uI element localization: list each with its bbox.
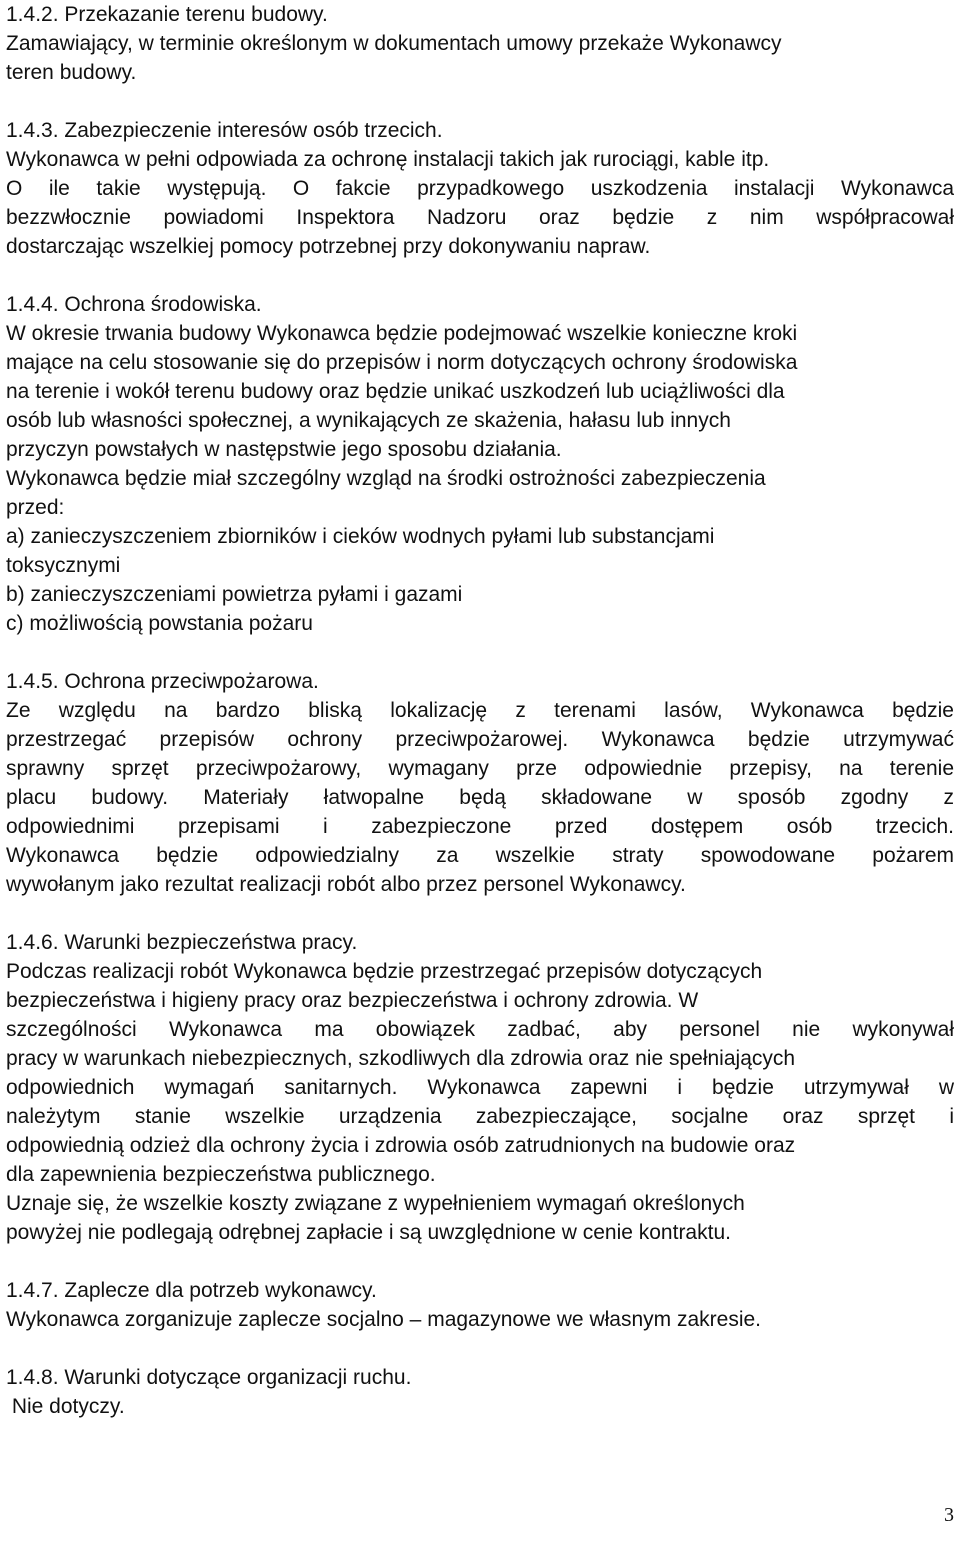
- paragraph-line: W okresie trwania budowy Wykonawca będzie podejmować wszelkie konieczne kroki: [6, 322, 798, 345]
- section-1-4-6: [6, 928, 954, 1247]
- paragraph-line: szczególności Wykonawca ma obowiązek zadbać, aby personel nie wykonywał: [6, 1018, 954, 1041]
- section-spacer: [6, 899, 954, 928]
- paragraph-line: Wykonawca będzie odpowiedzialny za wszelkie straty spowodowane pożarem: [6, 844, 954, 867]
- paragraph-line: Wykonawca zorganizuje zaplecze socjalno – magazynowe we własnym zakresie.: [6, 1308, 761, 1331]
- section-1-4-3: [6, 116, 954, 261]
- list-item-a: a) zanieczyszczeniem zbiorników i cieków wodnych pyłami lub substancjami: [6, 525, 715, 548]
- paragraph-line: Uznaje się, że wszelkie koszty związane z wypełnieniem wymagań określonych: [6, 1192, 745, 1215]
- paragraph-line: bezzwłocznie powiadomi Inspektora Nadzoru oraz będzie z nim współpracował: [6, 206, 954, 229]
- paragraph-line: teren budowy.: [6, 61, 137, 84]
- paragraph-line: przyczyn powstałych w następstwie jego sposobu działania.: [6, 438, 562, 461]
- paragraph-line: dla zapewnienia bezpieczeństwa publicznego.: [6, 1163, 436, 1186]
- section-spacer: [6, 1334, 954, 1363]
- section-1-4-2: [6, 0, 954, 87]
- section-spacer: [6, 638, 954, 667]
- list-item-a-continued: toksycznymi: [6, 554, 121, 577]
- paragraph-line: Wykonawca będzie miał szczególny wzgląd na środki ostrożności zabezpieczenia: [6, 467, 766, 490]
- section-heading: 1.4.4. Ochrona środowiska.: [6, 293, 262, 316]
- paragraph-line: O ile takie występują. O fakcie przypadkowego uszkodzenia instalacji Wykonawca: [6, 177, 954, 200]
- section-heading: 1.4.8. Warunki dotyczące organizacji ruchu.: [6, 1366, 412, 1389]
- paragraph-line: mające na celu stosowanie się do przepisów i norm dotyczących ochrony środowiska: [6, 351, 798, 374]
- section-1-4-4: [6, 290, 954, 638]
- paragraph-line: powyżej nie podlegają odrębnej zapłacie i są uwzględnione w cenie kontraktu.: [6, 1221, 731, 1244]
- section-heading: 1.4.6. Warunki bezpieczeństwa pracy.: [6, 931, 358, 954]
- section-1-4-5: [6, 667, 954, 899]
- list-item-c: c) możliwością powstania pożaru: [6, 612, 313, 635]
- paragraph-line: odpowiednimi przepisami i zabezpieczone przed dostępem osób trzecich.: [6, 815, 954, 838]
- paragraph-line: Wykonawca w pełni odpowiada za ochronę instalacji takich jak rurociągi, kable itp.: [6, 148, 770, 171]
- paragraph-line: wywołanym jako rezultat realizacji robót albo przez personel Wykonawcy.: [6, 873, 686, 896]
- section-spacer: [6, 87, 954, 116]
- paragraph-line: Ze względu na bardzo bliską lokalizację z terenami lasów, Wykonawca będzie: [6, 699, 954, 722]
- paragraph-line: przed:: [6, 496, 65, 519]
- paragraph-line: Nie dotyczy.: [6, 1395, 125, 1418]
- paragraph-line: dostarczając wszelkiej pomocy potrzebnej przy dokonywaniu napraw.: [6, 235, 651, 258]
- document-page: [6, 0, 954, 1421]
- section-heading: 1.4.2. Przekazanie terenu budowy.: [6, 3, 328, 26]
- paragraph-line: placu budowy. Materiały łatwopalne będą składowane w sposób zgodny z: [6, 786, 954, 809]
- list-item-b: b) zanieczyszczeniami powietrza pyłami i gazami: [6, 583, 463, 606]
- section-heading: 1.4.5. Ochrona przeciwpożarowa.: [6, 670, 319, 693]
- paragraph-line: sprawny sprzęt przeciwpożarowy, wymagany prze odpowiednie przepisy, na terenie: [6, 757, 954, 780]
- paragraph-line: odpowiednich wymagań sanitarnych. Wykonawca zapewni i będzie utrzymywał w: [6, 1076, 954, 1099]
- paragraph-line: Zamawiający, w terminie określonym w dokumentach umowy przekaże Wykonawcy: [6, 32, 782, 55]
- paragraph-line: Podczas realizacji robót Wykonawca będzie przestrzegać przepisów dotyczących: [6, 960, 763, 983]
- paragraph-line: pracy w warunkach niebezpiecznych, szkodliwych dla zdrowia oraz nie spełniających: [6, 1047, 796, 1070]
- paragraph-line: bezpieczeństwa i higieny pracy oraz bezpieczeństwa i ochrony zdrowia. W: [6, 989, 699, 1012]
- section-spacer: [6, 1247, 954, 1276]
- section-1-4-8: [6, 1363, 954, 1421]
- section-1-4-7: [6, 1276, 954, 1334]
- section-spacer: [6, 261, 954, 290]
- section-heading: 1.4.7. Zaplecze dla potrzeb wykonawcy.: [6, 1279, 377, 1302]
- paragraph-line: należytym stanie wszelkie urządzenia zabezpieczające, socjalne oraz sprzęt i: [6, 1105, 954, 1128]
- page-number: 3: [944, 1504, 954, 1526]
- paragraph-line: na terenie i wokół terenu budowy oraz będzie unikać uszkodzeń lub uciążliwości dla: [6, 380, 785, 403]
- paragraph-line: osób lub własności społecznej, a wynikających ze skażenia, hałasu lub innych: [6, 409, 731, 432]
- section-heading: 1.4.3. Zabezpieczenie interesów osób trzecich.: [6, 119, 443, 142]
- paragraph-line: odpowiednią odzież dla ochrony życia i zdrowia osób zatrudnionych na budowie oraz: [6, 1134, 796, 1157]
- paragraph-line: przestrzegać przepisów ochrony przeciwpożarowej. Wykonawca będzie utrzymywać: [6, 728, 954, 751]
